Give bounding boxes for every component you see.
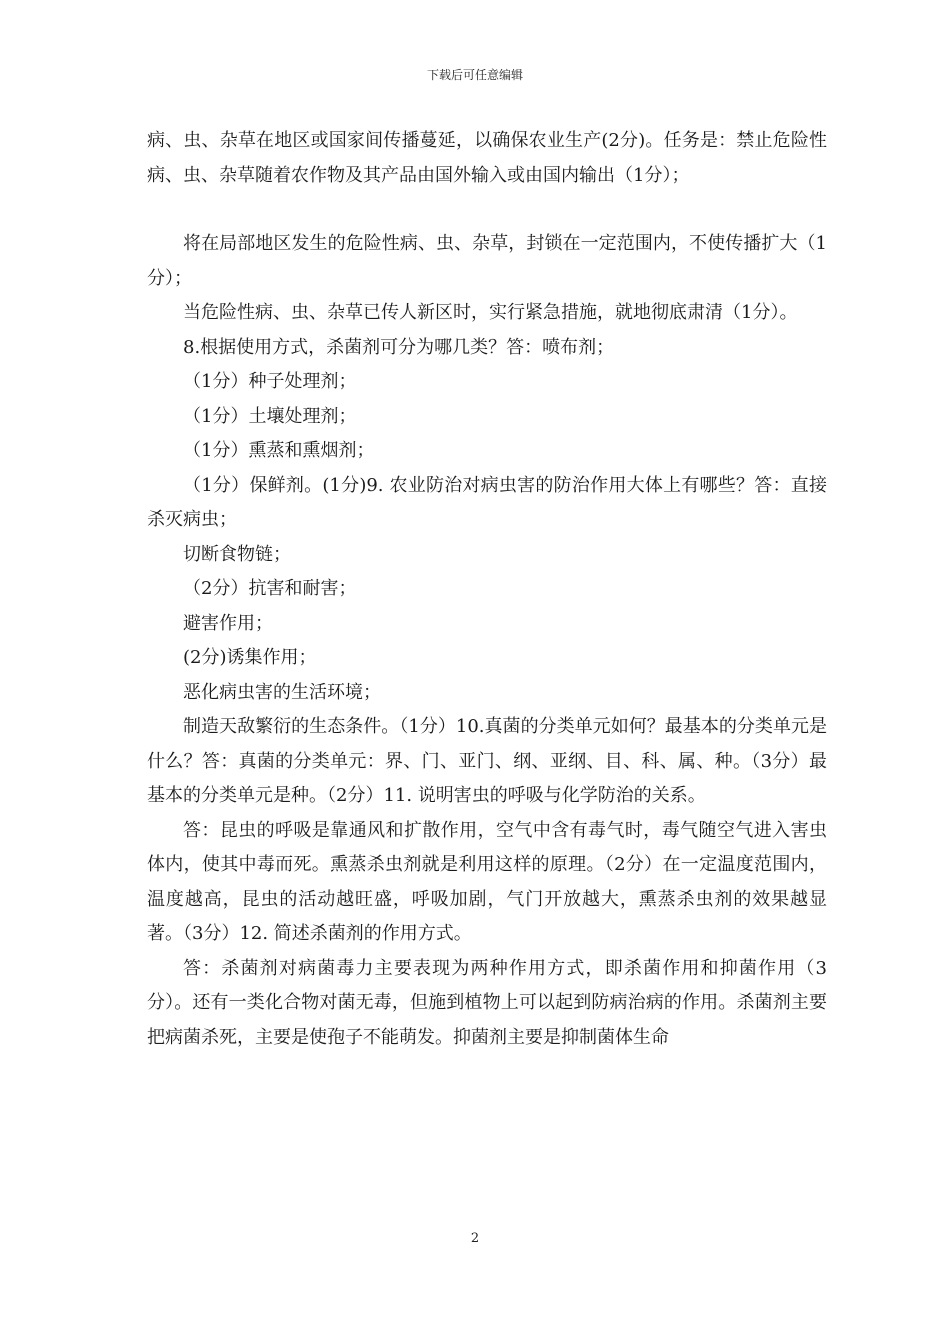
list-item: （1分）种子处理剂；	[183, 371, 357, 392]
paragraph: 病、虫、杂草在地区或国家间传播蔓延，以确保农业生产(2分)。任务是：禁止危险性病、虫、杂草随着农作物及其产品由国外输入或由国内输出（1分）；	[147, 130, 827, 186]
list-item: 切断食物链；	[183, 543, 291, 565]
page-header: 下载后可任意编辑	[426, 68, 523, 82]
answer-paragraph: 答：杀菌剂对病菌毒力主要表现为两种作用方式，即杀菌作用和抑菌作用（3分）。还有一类化合物对菌无毒，但施到植物上可以起到防病治病的作用。杀菌剂主要把病菌杀死，主要是使孢子不能萌发。抑菌剂主要是抑制菌体生命	[147, 957, 827, 1048]
list-item: (2分)诱集作用；	[183, 647, 317, 668]
paragraph: 当危险性病、虫、杂草已传人新区时，实行紧急措施，就地彻底肃清（1分）。	[183, 302, 798, 323]
list-item: 避害作用；	[183, 612, 273, 634]
list-item: 恶化病虫害的生活环境；	[183, 681, 381, 703]
question-paragraph: （1分）保鲜剂。(1分)9. 农业防治对病虫害的防治作用大体上有哪些？答：直接杀灭病虫；	[147, 474, 827, 530]
list-item: （1分）熏蒸和熏烟剂；	[183, 440, 375, 461]
page-number: 2	[470, 1231, 480, 1246]
question-paragraph: 制造天敌繁衍的生态条件。（1分）10.真菌的分类单元如何？最基本的分类单元是什么？答：真菌的分类单元：界、门、亚门、纲、亚纲、目、科、属、种。（3分）最基本的分类单元是种。（2分）11. 说明害虫的呼吸与化学防治的关系。	[147, 716, 827, 806]
paragraph: 将在局部地区发生的危险性病、虫、杂草，封锁在一定范围内，不使传播扩大（1分）；	[147, 233, 827, 289]
document-body	[147, 124, 827, 1055]
list-item: （1分）土壤处理剂；	[183, 405, 357, 427]
list-item: （2分）抗害和耐害；	[183, 578, 357, 599]
question-paragraph: 8.根据使用方式，杀菌剂可分为哪几类？答：喷布剂；	[183, 336, 615, 358]
answer-paragraph: 答：昆虫的呼吸是靠通风和扩散作用，空气中含有毒气时，毒气随空气进入害虫体内，使其中毒而死。熏蒸杀虫剂就是利用这样的原理。（2分）在一定温度范围内，温度越高，昆虫的活动越旺盛，呼吸加剧，气门开放越大，熏蒸杀虫剂的效果越显著。（3分）12. 简述杀菌剂的作用方式。	[147, 819, 827, 944]
